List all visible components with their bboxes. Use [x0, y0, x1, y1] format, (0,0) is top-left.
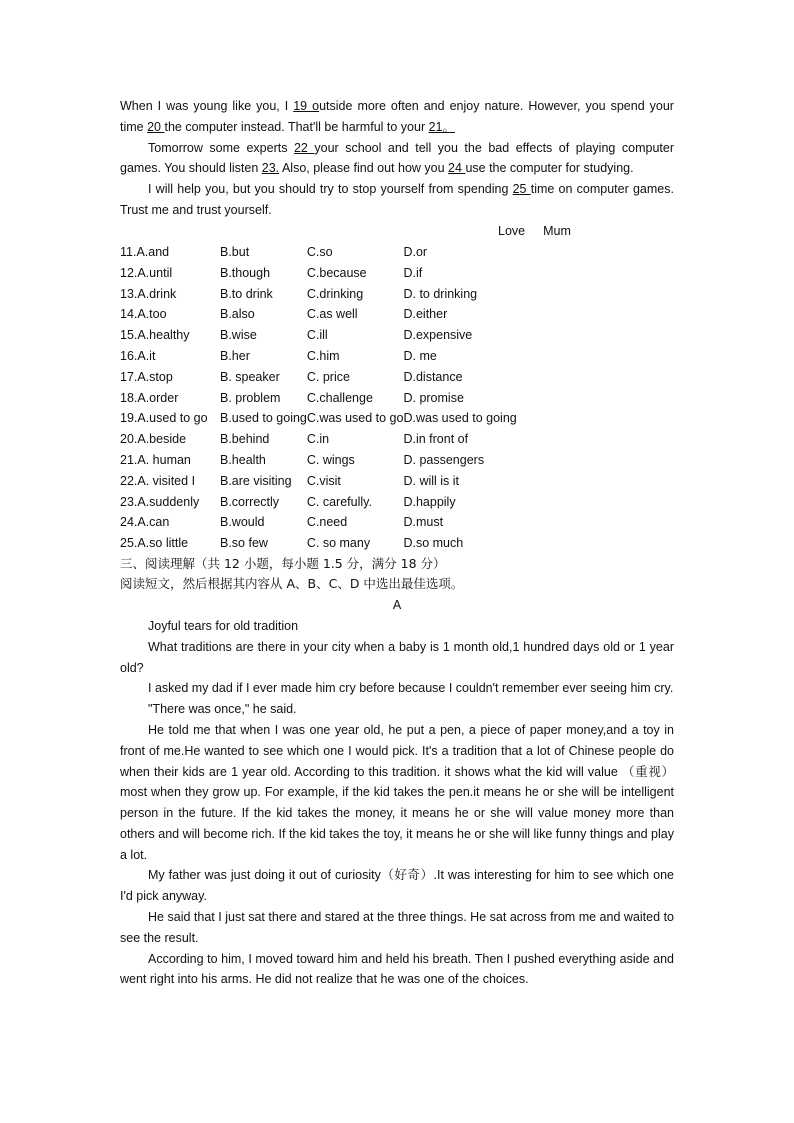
passage-paragraph: I asked my dad if I ever made him cry before because I couldn't remember ever seeing him cry.: [148, 681, 674, 696]
option-a: 13.A.drink: [120, 286, 177, 301]
option-b: B.to drink: [220, 286, 273, 301]
document-page: [120, 96, 674, 990]
text-run: Also, please find out how you: [279, 161, 449, 176]
text-run: He told me that when I was one year old, he put a pen, a piece of paper money,and a toy in front of me.He wanted to see which one I would pick. It's a tradition that a lot of Chinese people do when their kids are 1 year old. According to this tradition. it shows what the kid will value: [120, 722, 674, 779]
option-row: [120, 470, 553, 491]
option-b: B. speaker: [220, 369, 280, 384]
option-c: C. wings: [306, 452, 355, 467]
passage-paragraph: [120, 865, 674, 907]
chinese-gloss: （重视）: [621, 763, 674, 779]
option-b: B.her: [220, 348, 250, 363]
option-row: [120, 304, 553, 325]
letter-paragraph-3: [120, 179, 674, 221]
signature-love: Love: [498, 223, 526, 238]
option-b: B.wise: [220, 328, 257, 343]
blank-22: 22: [293, 140, 315, 155]
text-run: use the computer for studying.: [465, 161, 634, 176]
option-b: B.used to going: [220, 411, 307, 426]
blank-24: 24: [448, 161, 466, 176]
letter-paragraph-2: [120, 138, 674, 180]
option-b: B.also: [220, 307, 255, 322]
option-c: C.in: [306, 432, 330, 447]
option-b: B.would: [220, 515, 265, 530]
blank-19: 19 o: [293, 99, 320, 113]
option-c: C. price: [306, 369, 350, 384]
option-d: D. will is it: [403, 473, 460, 488]
option-c: C.ill: [306, 328, 328, 343]
option-c: C.because: [306, 265, 367, 280]
option-row: [120, 366, 553, 387]
text-run: My father was just doing it out of curiosity: [148, 868, 381, 883]
option-a: 14.A.too: [120, 307, 167, 322]
option-d: D.or: [403, 244, 428, 259]
passage-title: Joyful tears for old tradition: [148, 618, 299, 633]
option-d: D.happily: [403, 494, 456, 509]
option-a: 23.A.suddenly: [120, 494, 200, 509]
option-b: B.health: [220, 452, 266, 467]
passage-paragraph: "There was once," he said.: [148, 702, 297, 717]
text-run: your school and tell you the bad effects of playing computer games. You should listen: [120, 140, 674, 176]
option-c: C.drinking: [306, 286, 364, 301]
option-a: 25.A.so little: [120, 536, 189, 551]
text-run: I will help you, but you should try to stop yourself from spending: [148, 182, 513, 197]
option-b: B.so few: [220, 536, 268, 551]
option-a: 17.A.stop: [120, 369, 173, 384]
blank-25: 25: [512, 182, 531, 197]
section-title: 三、阅读理解（共 12 小题，每小题 1.5 分，满分 18 分）: [120, 555, 446, 571]
option-b: B.are visiting: [220, 473, 292, 488]
option-b: B.correctly: [220, 494, 280, 509]
text-run: When I was young like you, I: [120, 99, 294, 113]
signature-mum: Mum: [543, 223, 571, 238]
text-run: the computer instead. That'll be harmful to your: [164, 119, 429, 134]
text-run: time on computer games. Trust me and trust yourself.: [120, 182, 674, 217]
options-table: [120, 242, 553, 554]
option-row: [120, 533, 553, 554]
option-d: D. promise: [403, 390, 464, 405]
option-c: C.was used to go: [306, 411, 404, 426]
option-a: 22.A. visited I: [120, 473, 196, 488]
text-run: .It was interesting for him to see which one I'd pick anyway.: [120, 868, 674, 904]
blank-21: 21。: [428, 119, 455, 134]
option-row: [120, 346, 553, 367]
option-row: [120, 408, 553, 429]
letter-signature: [120, 221, 674, 242]
option-c: C. so many: [306, 536, 371, 551]
option-row: [120, 325, 553, 346]
option-a: 24.A.can: [120, 515, 170, 530]
option-b: B.but: [220, 244, 250, 259]
option-a: 19.A.used to go: [120, 411, 208, 426]
passage-label: A: [392, 598, 402, 613]
passage-paragraph: He said that I just sat there and stared at the three things. He sat across from me and waited to see the result.: [120, 910, 674, 945]
option-c: C.challenge: [306, 390, 373, 405]
option-row: [120, 450, 553, 471]
blank-20: 20: [147, 119, 165, 134]
option-d: D. to drinking: [403, 286, 478, 301]
option-row: [120, 512, 553, 533]
option-d: D.so much: [403, 536, 464, 551]
blank-23: 23.: [261, 161, 280, 176]
option-d: D.expensive: [403, 328, 473, 343]
option-d: D.in front of: [403, 432, 469, 447]
option-a: 20.A.beside: [120, 432, 187, 447]
option-row: [120, 283, 553, 304]
option-d: D.distance: [403, 369, 463, 384]
option-row: [120, 262, 553, 283]
option-c: C.visit: [306, 473, 341, 488]
option-d: D.either: [403, 307, 448, 322]
option-c: C. carefully.: [306, 494, 372, 509]
text-run: Tomorrow some experts: [148, 140, 294, 155]
option-d: D.was used to going: [403, 411, 517, 426]
passage-paragraph: What traditions are there in your city when a baby is 1 month old,1 hundred days old or 1 year old?: [120, 639, 674, 675]
option-d: D.if: [403, 265, 423, 280]
option-b: B. problem: [220, 390, 281, 405]
option-row: [120, 429, 553, 450]
option-b: B.though: [220, 265, 271, 280]
option-a: 16.A.it: [120, 348, 156, 363]
option-a: 21.A. human: [120, 452, 191, 467]
option-c: C.need: [306, 515, 348, 530]
option-a: 15.A.healthy: [120, 328, 190, 343]
option-c: C.so: [306, 244, 333, 259]
option-d: D. me: [403, 348, 437, 363]
letter-paragraph-1: [120, 96, 674, 138]
text-run: utside more often and enjoy nature. However, you spend your time: [120, 99, 674, 134]
option-c: C.as well: [306, 307, 358, 322]
passage-paragraph: According to him, I moved toward him and held his breath. Then I pushed everything aside and went right into his arms. He did not realize that he was one of the choices.: [120, 951, 674, 987]
text-run: most when they grow up. For example, if the kid takes the pen.it means he or she will be intelligent person in the future. If the kid takes the money, it means he or she will value money more than others and will become rich. If the kid takes the toy, it means he or she will like funny things and play a lot.: [120, 785, 674, 862]
option-a: 12.A.until: [120, 265, 173, 280]
option-row: [120, 491, 553, 512]
option-a: 18.A.order: [120, 390, 179, 405]
option-a: 11.A.and: [120, 244, 170, 259]
chinese-gloss: （好奇）: [380, 867, 434, 883]
option-b: B.behind: [220, 432, 270, 447]
option-row: [120, 242, 553, 263]
option-row: [120, 387, 553, 408]
option-d: D. passengers: [403, 452, 485, 467]
option-c: C.him: [306, 348, 340, 363]
passage-paragraph: [120, 720, 674, 866]
section-instruction: 阅读短文，然后根据其内容从 A、B、C、D 中选出最佳选项。: [120, 576, 464, 592]
option-d: D.must: [403, 515, 444, 530]
